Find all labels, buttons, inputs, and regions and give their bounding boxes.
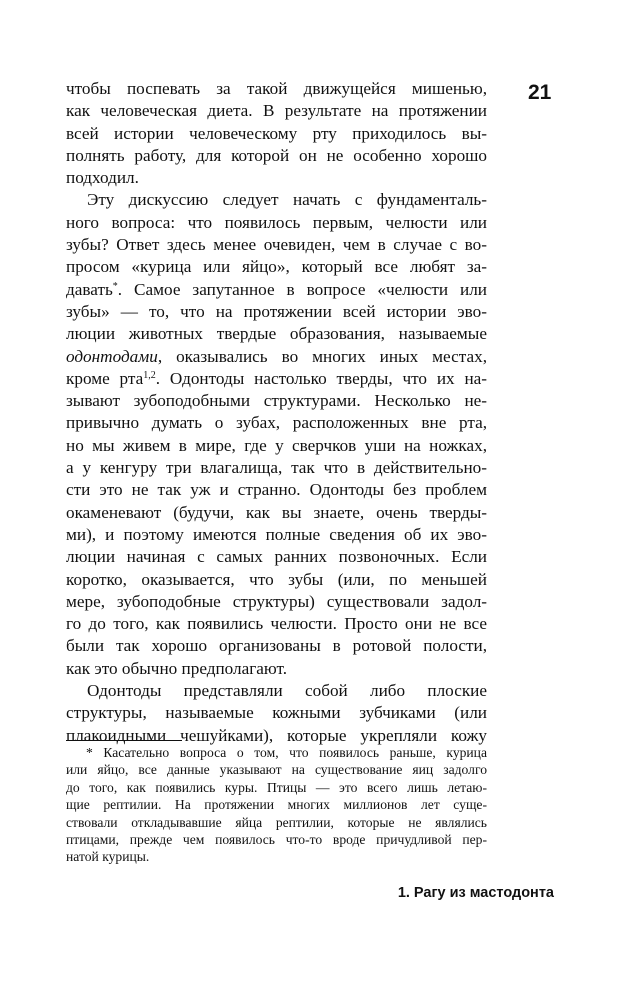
text-line [66,346,487,368]
text-line: как это обычно предполагают. [66,658,288,678]
text-line: люции животных твердые образования, называемые [66,324,487,344]
footnote-line: натой курицы. [66,849,150,865]
citation-marker[interactable]: 1,2 [143,369,156,381]
text-line: всей истории человеческому рту приходилось вы- [66,123,487,143]
text-line: Одонтоды представляли собой либо плоские [87,681,487,701]
text-line: коротко, оказывается, что зубы (или, по меньшей [66,569,487,589]
text-line: а у кенгуру три влагалища, так что в действительно- [66,458,487,478]
text-line: го до того, как появились челюсти. Просто они не все [66,614,487,634]
footnote-divider [66,740,182,741]
footnote-marker[interactable]: * [112,280,118,292]
text-line [66,368,487,390]
text-line: зубы» — то, что на протяжении всей истории эво- [66,301,487,321]
text-line: как человеческая диета. В результате на протяжении [66,101,487,121]
main-text [66,78,487,747]
text-line: ми), и поэтому имеются полные сведения об их эво- [66,524,487,544]
text-segment: давать [66,279,113,299]
text-line: зубы? Ответ здесь менее очевиден, чем в случае с во- [66,235,487,255]
text-segment: кроме рта [66,368,144,388]
text-line: были так хорошо организованы в ротовой полости, [66,636,487,656]
footnote-line: щие рептилии. На протяжении многих миллионов лет суще- [66,797,487,813]
footnote-line: птицами, прежде чем появилось что-то вроде причудливой пер- [66,831,487,847]
text-line: структуры, называемые кожными зубчиками (или [66,703,487,723]
text-line: подходил. [66,168,139,188]
footnote-line: до того, как появились куры. Птицы — это всего лишь летаю- [66,779,487,795]
text-line: ного вопроса: что появилось первым, челюсти или [66,212,487,232]
text-line: полнять работу, для которой он не особенно хорошо [66,145,487,165]
text-line: сти это не так уж и странно. Одонтоды без проблем [66,480,487,500]
page-number: 21 [528,81,552,104]
text-line: но мы живем в мире, где у сверчков уши на ножках, [66,435,487,455]
text-line: просом «курица или яйцо», который все любят за- [66,257,487,277]
text-line [66,279,487,301]
text-line: зывают зубоподобными структурами. Несколько не- [66,391,487,411]
text-line: привычно думать о зубах, расположенных вне рта, [66,413,487,433]
footnote [66,744,487,866]
text-line: люции начиная с самых ранних позвоночных. Если [66,547,487,567]
footnote-line: ствовали откладывавшие яйца рептилии, которые не являлись [66,814,487,830]
text-line: чтобы поспевать за такой движущейся мишенью, [66,79,487,98]
text-line: мере, зубоподобные структуры) существовали задол- [66,591,487,611]
text-segment: . Одонтоды настолько тверды, что их на- [155,368,487,388]
text-line: окаменевают (будучи, как вы знаете, очень тверды- [66,502,487,522]
footnote-line: или яйцо, все данные указывают на существование яиц задолго [66,762,487,778]
footnote-line: * Касательно вопроса о том, что появилось раньше, курица [86,745,487,760]
running-footer-chapter-title: 1. Рагу из мастодонта [397,885,554,901]
text-line: плакоидными чешуйками), которые укрепляли кожу [66,725,487,745]
text-line: Эту дискуссию следует начать с фундаменталь- [87,190,487,210]
text-segment: . Самое запутанное в вопросе «челюсти или [117,279,487,299]
text-segment: , оказывались во многих иных местах, [157,346,487,366]
italic-term: одонтодами [66,346,158,366]
